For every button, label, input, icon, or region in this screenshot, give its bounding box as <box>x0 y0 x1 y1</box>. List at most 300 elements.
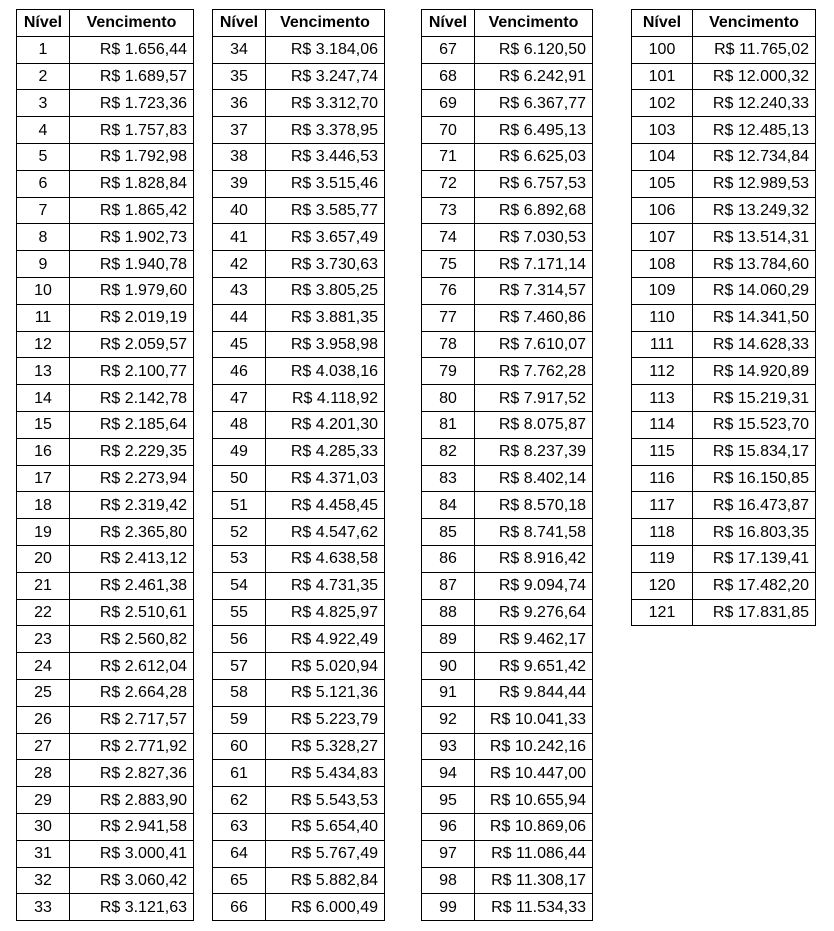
salary-cell: R$ 8.402,14 <box>475 465 593 492</box>
level-cell: 5 <box>17 143 70 170</box>
table-row <box>422 277 593 304</box>
salary-cell: R$ 1.757,83 <box>70 117 194 144</box>
level-cell: 29 <box>17 787 70 814</box>
table-row <box>632 465 816 492</box>
salary-cell: R$ 2.941,58 <box>70 813 194 840</box>
level-cell: 34 <box>213 36 266 63</box>
salary-cell: R$ 4.825,97 <box>266 599 385 626</box>
level-cell: 65 <box>213 867 266 894</box>
table-row <box>632 572 816 599</box>
salary-cell: R$ 1.902,73 <box>70 224 194 251</box>
level-cell: 117 <box>632 492 693 519</box>
table-row <box>422 251 593 278</box>
table-row <box>17 840 194 867</box>
table-row <box>213 706 385 733</box>
salary-cell: R$ 2.717,57 <box>70 706 194 733</box>
table-row <box>213 251 385 278</box>
salary-cell: R$ 4.118,92 <box>266 385 385 412</box>
table-row <box>17 277 194 304</box>
salary-cell: R$ 12.485,13 <box>693 117 816 144</box>
salary-table-3 <box>421 9 593 921</box>
salary-cell: R$ 3.657,49 <box>266 224 385 251</box>
salary-cell: R$ 6.120,50 <box>475 36 593 63</box>
level-cell: 80 <box>422 385 475 412</box>
level-cell: 101 <box>632 63 693 90</box>
table-row <box>17 304 194 331</box>
table-row <box>213 867 385 894</box>
table-body <box>17 36 194 920</box>
level-cell: 6 <box>17 170 70 197</box>
level-cell: 108 <box>632 251 693 278</box>
table-row <box>17 867 194 894</box>
salary-cell: R$ 12.000,32 <box>693 63 816 90</box>
salary-cell: R$ 2.413,12 <box>70 545 194 572</box>
level-cell: 16 <box>17 438 70 465</box>
salary-cell: R$ 1.656,44 <box>70 36 194 63</box>
level-cell: 88 <box>422 599 475 626</box>
table-row <box>213 813 385 840</box>
table-row <box>17 197 194 224</box>
table-row <box>632 197 816 224</box>
table-row <box>213 679 385 706</box>
table-row <box>632 599 816 626</box>
level-cell: 53 <box>213 545 266 572</box>
salary-cell: R$ 5.328,27 <box>266 733 385 760</box>
table-row <box>422 572 593 599</box>
table-row <box>213 519 385 546</box>
table-row <box>213 733 385 760</box>
level-cell: 26 <box>17 706 70 733</box>
level-cell: 100 <box>632 36 693 63</box>
table-row <box>422 894 593 921</box>
level-cell: 62 <box>213 787 266 814</box>
salary-cell: R$ 1.865,42 <box>70 197 194 224</box>
table-row <box>17 411 194 438</box>
level-cell: 18 <box>17 492 70 519</box>
level-cell: 66 <box>213 894 266 921</box>
table-row <box>632 545 816 572</box>
level-cell: 60 <box>213 733 266 760</box>
salary-cell: R$ 14.628,33 <box>693 331 816 358</box>
level-cell: 99 <box>422 894 475 921</box>
level-cell: 21 <box>17 572 70 599</box>
level-cell: 110 <box>632 304 693 331</box>
table-row <box>213 117 385 144</box>
level-cell: 23 <box>17 626 70 653</box>
table-row <box>17 894 194 921</box>
level-cell: 52 <box>213 519 266 546</box>
salary-cell: R$ 10.041,33 <box>475 706 593 733</box>
salary-cell: R$ 8.237,39 <box>475 438 593 465</box>
salary-cell: R$ 3.585,77 <box>266 197 385 224</box>
table-row <box>213 626 385 653</box>
salary-cell: R$ 14.341,50 <box>693 304 816 331</box>
level-cell: 92 <box>422 706 475 733</box>
table-row <box>422 358 593 385</box>
table-row <box>213 465 385 492</box>
table-row <box>17 626 194 653</box>
level-cell: 55 <box>213 599 266 626</box>
level-cell: 81 <box>422 411 475 438</box>
salary-cell: R$ 2.461,38 <box>70 572 194 599</box>
level-cell: 115 <box>632 438 693 465</box>
table-row <box>422 411 593 438</box>
table-row <box>17 679 194 706</box>
level-cell: 91 <box>422 679 475 706</box>
table-row <box>422 117 593 144</box>
level-cell: 120 <box>632 572 693 599</box>
table-row <box>17 653 194 680</box>
table-row <box>632 36 816 63</box>
salary-cell: R$ 2.771,92 <box>70 733 194 760</box>
table-row <box>213 840 385 867</box>
salary-cell: R$ 11.765,02 <box>693 36 816 63</box>
level-cell: 19 <box>17 519 70 546</box>
table-row <box>213 277 385 304</box>
level-cell: 43 <box>213 277 266 304</box>
table-row <box>632 304 816 331</box>
level-cell: 33 <box>17 894 70 921</box>
level-cell: 10 <box>17 277 70 304</box>
table-row <box>422 90 593 117</box>
salary-cell: R$ 5.654,40 <box>266 813 385 840</box>
salary-cell: R$ 3.247,74 <box>266 63 385 90</box>
level-cell: 68 <box>422 63 475 90</box>
table-row <box>422 679 593 706</box>
salary-cell: R$ 4.201,30 <box>266 411 385 438</box>
level-cell: 54 <box>213 572 266 599</box>
level-cell: 25 <box>17 679 70 706</box>
level-cell: 45 <box>213 331 266 358</box>
salary-cell: R$ 5.434,83 <box>266 760 385 787</box>
salary-cell: R$ 7.030,53 <box>475 224 593 251</box>
table-row <box>632 143 816 170</box>
table-row <box>213 143 385 170</box>
level-cell: 96 <box>422 813 475 840</box>
salary-cell: R$ 2.019,19 <box>70 304 194 331</box>
table-body <box>213 36 385 920</box>
table-row <box>422 143 593 170</box>
level-cell: 79 <box>422 358 475 385</box>
table-row <box>632 385 816 412</box>
salary-cell: R$ 13.249,32 <box>693 197 816 224</box>
salary-cell: R$ 4.371,03 <box>266 465 385 492</box>
salary-cell: R$ 14.920,89 <box>693 358 816 385</box>
level-cell: 20 <box>17 545 70 572</box>
salary-cell: R$ 4.922,49 <box>266 626 385 653</box>
salary-cell: R$ 2.612,04 <box>70 653 194 680</box>
table-row <box>17 760 194 787</box>
table-row <box>17 90 194 117</box>
salary-cell: R$ 15.523,70 <box>693 411 816 438</box>
table-row <box>213 438 385 465</box>
salary-cell: R$ 6.757,53 <box>475 170 593 197</box>
level-cell: 13 <box>17 358 70 385</box>
salary-cell: R$ 5.223,79 <box>266 706 385 733</box>
table-body <box>632 36 816 626</box>
table-row <box>213 331 385 358</box>
salary-cell: R$ 5.882,84 <box>266 867 385 894</box>
salary-cell: R$ 17.139,41 <box>693 545 816 572</box>
level-cell: 61 <box>213 760 266 787</box>
level-cell: 84 <box>422 492 475 519</box>
table-row <box>422 733 593 760</box>
salary-cell: R$ 11.534,33 <box>475 894 593 921</box>
table-row <box>17 63 194 90</box>
level-cell: 40 <box>213 197 266 224</box>
level-cell: 86 <box>422 545 475 572</box>
level-cell: 48 <box>213 411 266 438</box>
level-cell: 4 <box>17 117 70 144</box>
level-cell: 9 <box>17 251 70 278</box>
level-cell: 31 <box>17 840 70 867</box>
salary-cell: R$ 13.514,31 <box>693 224 816 251</box>
level-cell: 41 <box>213 224 266 251</box>
level-cell: 67 <box>422 36 475 63</box>
salary-cell: R$ 10.869,06 <box>475 813 593 840</box>
table-row <box>422 438 593 465</box>
table-row <box>632 224 816 251</box>
level-cell: 42 <box>213 251 266 278</box>
salary-cell: R$ 2.510,61 <box>70 599 194 626</box>
table-row <box>17 813 194 840</box>
salary-cell: R$ 3.446,53 <box>266 143 385 170</box>
salary-cell: R$ 4.038,16 <box>266 358 385 385</box>
salary-cell: R$ 6.892,68 <box>475 197 593 224</box>
table-row <box>17 251 194 278</box>
table-row <box>213 492 385 519</box>
salary-cell: R$ 7.171,14 <box>475 251 593 278</box>
salary-cell: R$ 2.664,28 <box>70 679 194 706</box>
salary-cell: R$ 4.731,35 <box>266 572 385 599</box>
salary-cell: R$ 4.458,45 <box>266 492 385 519</box>
level-cell: 78 <box>422 331 475 358</box>
salary-cell: R$ 6.367,77 <box>475 90 593 117</box>
salary-cell: R$ 6.495,13 <box>475 117 593 144</box>
table-row <box>17 358 194 385</box>
salary-cell: R$ 5.121,36 <box>266 679 385 706</box>
level-cell: 109 <box>632 277 693 304</box>
salary-cell: R$ 2.883,90 <box>70 787 194 814</box>
header-level: Nível <box>17 10 70 37</box>
salary-cell: R$ 3.121,63 <box>70 894 194 921</box>
table-row <box>17 143 194 170</box>
table-row <box>17 224 194 251</box>
salary-cell: R$ 2.827,36 <box>70 760 194 787</box>
salary-cell: R$ 1.792,98 <box>70 143 194 170</box>
salary-cell: R$ 10.242,16 <box>475 733 593 760</box>
salary-cell: R$ 12.989,53 <box>693 170 816 197</box>
table-row <box>17 787 194 814</box>
table-body <box>422 36 593 920</box>
level-cell: 102 <box>632 90 693 117</box>
level-cell: 121 <box>632 599 693 626</box>
level-cell: 94 <box>422 760 475 787</box>
table-row <box>632 277 816 304</box>
salary-cell: R$ 4.547,62 <box>266 519 385 546</box>
table-row <box>422 760 593 787</box>
level-cell: 57 <box>213 653 266 680</box>
table-row <box>17 706 194 733</box>
level-cell: 7 <box>17 197 70 224</box>
salary-cell: R$ 3.184,06 <box>266 36 385 63</box>
table-row <box>632 170 816 197</box>
table-row <box>213 358 385 385</box>
table-row <box>632 358 816 385</box>
salary-cell: R$ 10.655,94 <box>475 787 593 814</box>
table-row <box>632 63 816 90</box>
table-row <box>632 519 816 546</box>
level-cell: 74 <box>422 224 475 251</box>
salary-cell: R$ 9.844,44 <box>475 679 593 706</box>
salary-table-1 <box>16 9 194 921</box>
level-cell: 72 <box>422 170 475 197</box>
level-cell: 75 <box>422 251 475 278</box>
level-cell: 89 <box>422 626 475 653</box>
salary-cell: R$ 17.831,85 <box>693 599 816 626</box>
table-row <box>213 760 385 787</box>
salary-cell: R$ 5.020,94 <box>266 653 385 680</box>
salary-cell: R$ 6.242,91 <box>475 63 593 90</box>
table-row <box>213 63 385 90</box>
level-cell: 71 <box>422 143 475 170</box>
header-row <box>17 10 194 37</box>
salary-cell: R$ 6.625,03 <box>475 143 593 170</box>
header-row <box>213 10 385 37</box>
salary-cell: R$ 2.142,78 <box>70 385 194 412</box>
table-row <box>17 385 194 412</box>
salary-cell: R$ 17.482,20 <box>693 572 816 599</box>
level-cell: 111 <box>632 331 693 358</box>
salary-cell: R$ 10.447,00 <box>475 760 593 787</box>
level-cell: 8 <box>17 224 70 251</box>
salary-cell: R$ 1.723,36 <box>70 90 194 117</box>
level-cell: 90 <box>422 653 475 680</box>
level-cell: 27 <box>17 733 70 760</box>
salary-cell: R$ 7.762,28 <box>475 358 593 385</box>
level-cell: 116 <box>632 465 693 492</box>
salary-cell: R$ 15.219,31 <box>693 385 816 412</box>
salary-cell: R$ 9.462,17 <box>475 626 593 653</box>
level-cell: 37 <box>213 117 266 144</box>
table-row <box>632 438 816 465</box>
table-row <box>422 63 593 90</box>
salary-table-2 <box>212 9 385 921</box>
table-row <box>17 438 194 465</box>
table-row <box>17 519 194 546</box>
salary-cell: R$ 16.803,35 <box>693 519 816 546</box>
salary-cell: R$ 6.000,49 <box>266 894 385 921</box>
salary-cell: R$ 9.276,64 <box>475 599 593 626</box>
table-row <box>632 251 816 278</box>
level-cell: 12 <box>17 331 70 358</box>
table-row <box>422 545 593 572</box>
level-cell: 95 <box>422 787 475 814</box>
header-level: Nível <box>632 10 693 37</box>
salary-cell: R$ 9.651,42 <box>475 653 593 680</box>
header-level: Nível <box>213 10 266 37</box>
salary-cell: R$ 7.314,57 <box>475 277 593 304</box>
salary-cell: R$ 3.881,35 <box>266 304 385 331</box>
level-cell: 77 <box>422 304 475 331</box>
salary-cell: R$ 15.834,17 <box>693 438 816 465</box>
salary-cell: R$ 1.689,57 <box>70 63 194 90</box>
level-cell: 28 <box>17 760 70 787</box>
salary-cell: R$ 7.917,52 <box>475 385 593 412</box>
level-cell: 44 <box>213 304 266 331</box>
level-cell: 2 <box>17 63 70 90</box>
salary-cell: R$ 8.075,87 <box>475 411 593 438</box>
table-row <box>17 492 194 519</box>
table-row <box>213 572 385 599</box>
header-level: Nível <box>422 10 475 37</box>
level-cell: 82 <box>422 438 475 465</box>
salary-cell: R$ 3.805,25 <box>266 277 385 304</box>
table-row <box>213 90 385 117</box>
level-cell: 51 <box>213 492 266 519</box>
table-row <box>213 170 385 197</box>
table-row <box>422 787 593 814</box>
salary-cell: R$ 7.460,86 <box>475 304 593 331</box>
level-cell: 87 <box>422 572 475 599</box>
salary-cell: R$ 16.150,85 <box>693 465 816 492</box>
salary-cell: R$ 9.094,74 <box>475 572 593 599</box>
salary-cell: R$ 5.767,49 <box>266 840 385 867</box>
level-cell: 93 <box>422 733 475 760</box>
salary-cell: R$ 3.730,63 <box>266 251 385 278</box>
level-cell: 32 <box>17 867 70 894</box>
level-cell: 38 <box>213 143 266 170</box>
salary-cell: R$ 7.610,07 <box>475 331 593 358</box>
level-cell: 15 <box>17 411 70 438</box>
header-row <box>422 10 593 37</box>
level-cell: 70 <box>422 117 475 144</box>
salary-cell: R$ 8.916,42 <box>475 545 593 572</box>
level-cell: 104 <box>632 143 693 170</box>
table-row <box>213 787 385 814</box>
level-cell: 112 <box>632 358 693 385</box>
level-cell: 30 <box>17 813 70 840</box>
salary-cell: R$ 4.285,33 <box>266 438 385 465</box>
table-row <box>213 224 385 251</box>
salary-cell: R$ 8.741,58 <box>475 519 593 546</box>
table-row <box>422 599 593 626</box>
table-row <box>632 492 816 519</box>
salary-cell: R$ 5.543,53 <box>266 787 385 814</box>
table-row <box>632 90 816 117</box>
table-row <box>17 545 194 572</box>
header-salary: Vencimento <box>266 10 385 37</box>
table-row <box>17 170 194 197</box>
table-row <box>213 411 385 438</box>
salary-cell: R$ 2.319,42 <box>70 492 194 519</box>
table-row <box>632 331 816 358</box>
level-cell: 22 <box>17 599 70 626</box>
level-cell: 113 <box>632 385 693 412</box>
salary-cell: R$ 4.638,58 <box>266 545 385 572</box>
table-row <box>213 894 385 921</box>
level-cell: 118 <box>632 519 693 546</box>
table-row <box>213 385 385 412</box>
table-row <box>213 545 385 572</box>
level-cell: 3 <box>17 90 70 117</box>
header-row <box>632 10 816 37</box>
level-cell: 103 <box>632 117 693 144</box>
level-cell: 49 <box>213 438 266 465</box>
table-row <box>422 385 593 412</box>
table-row <box>17 331 194 358</box>
salary-cell: R$ 2.185,64 <box>70 411 194 438</box>
